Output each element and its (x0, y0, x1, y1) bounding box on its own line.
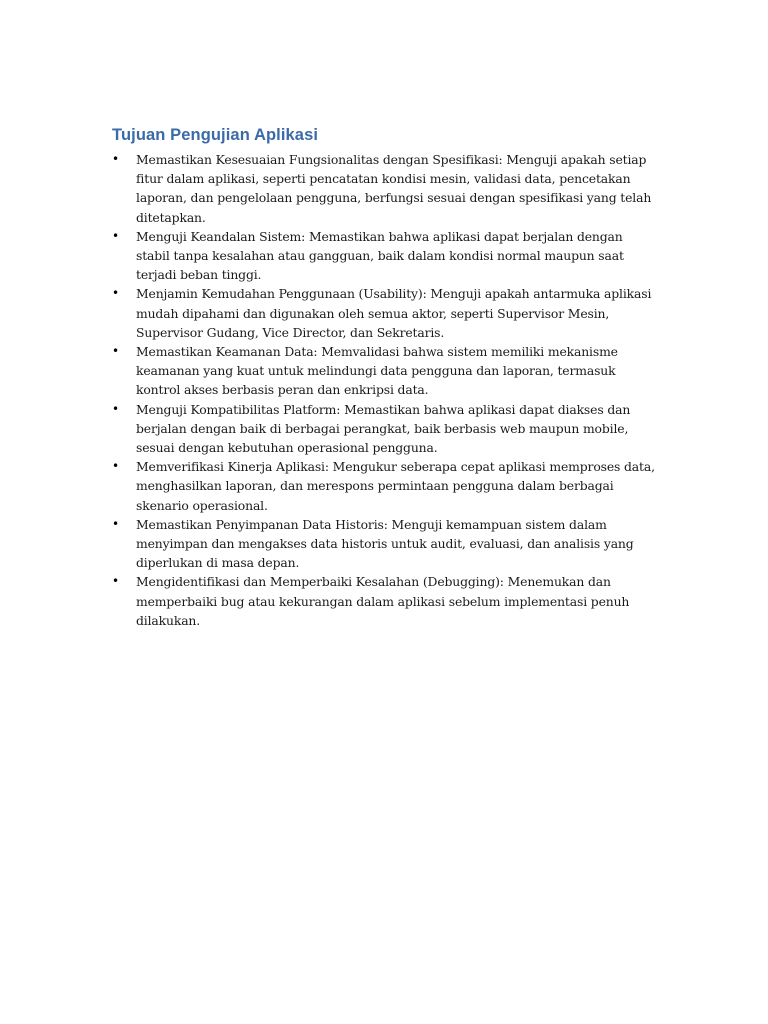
bullet-icon: • (112, 516, 119, 531)
list-item-text: Menguji Kompatibilitas Platform: Memastikan bahwa aplikasi dapat diakses dan berjalan dengan baik di berbagai perangkat, baik berbasis web maupun mobile, sesuai dengan kebutuhan operasional pengguna. (136, 401, 631, 456)
list-item (112, 227, 660, 285)
bullet-icon: • (112, 344, 119, 359)
list-item (112, 150, 660, 227)
list-item (112, 457, 660, 515)
bullet-icon: • (112, 286, 119, 301)
section-heading: Tujuan Pengujian Aplikasi (112, 126, 319, 144)
list-item-text: Memastikan Penyimpanan Data Historis: Menguji kemampuan sistem dalam menyimpan dan mengakses data historis untuk audit, evaluasi, dan analisis yang diperlukan di masa depan. (136, 516, 634, 571)
list-item (112, 342, 660, 400)
list-item-text: Menguji Keandalan Sistem: Memastikan bahwa aplikasi dapat berjalan dengan stabil tanpa kesalahan atau gangguan, baik dalam kondisi normal maupun saat terjadi beban tinggi. (136, 228, 624, 283)
list-item (112, 284, 660, 342)
list-item-text: Memverifikasi Kinerja Aplikasi: Mengukur seberapa cepat aplikasi memproses data, menghasilkan laporan, dan merespons permintaan pengguna dalam berbagai skenario operasional. (136, 459, 655, 513)
list-item-text: Menjamin Kemudahan Penggunaan (Usability): Menguji apakah antarmuka aplikasi mudah dipahami dan digunakan oleh semua aktor, seperti Supervisor Mesin, Supervisor Gudang, Vice Director, dan Sekretaris. (136, 286, 652, 340)
list-item-text: Mengidentifikasi dan Memperbaiki Kesalahan (Debugging): Menemukan dan memperbaiki bug atau kekurangan dalam aplikasi sebelum implementasi penuh dilakukan. (136, 574, 630, 628)
document-content (112, 124, 660, 630)
bullet-icon: • (112, 152, 119, 166)
bullet-icon: • (112, 574, 119, 589)
list-item-text: Memastikan Keamanan Data: Memvalidasi bahwa sistem memiliki mekanisme keamanan yang kuat untuk melindungi data pengguna dan laporan, termasuk kontrol akses berbasis peran dan enkripsi data. (136, 344, 618, 398)
list-item (112, 400, 660, 458)
bullet-icon: • (112, 401, 119, 416)
bullet-icon: • (112, 459, 119, 474)
list-item (112, 515, 660, 573)
bullet-icon: • (112, 228, 119, 243)
list-item (112, 572, 660, 630)
objectives-list (112, 150, 660, 630)
list-item-text: Memastikan Kesesuaian Fungsionalitas dengan Spesifikasi: Menguji apakah setiap fitur dalam aplikasi, seperti pencatatan kondisi mesin, validasi data, pencetakan laporan, dan pengelolaan pengguna, berfungsi sesuai dengan spesifikasi yang telah ditetapkan. (136, 152, 652, 225)
